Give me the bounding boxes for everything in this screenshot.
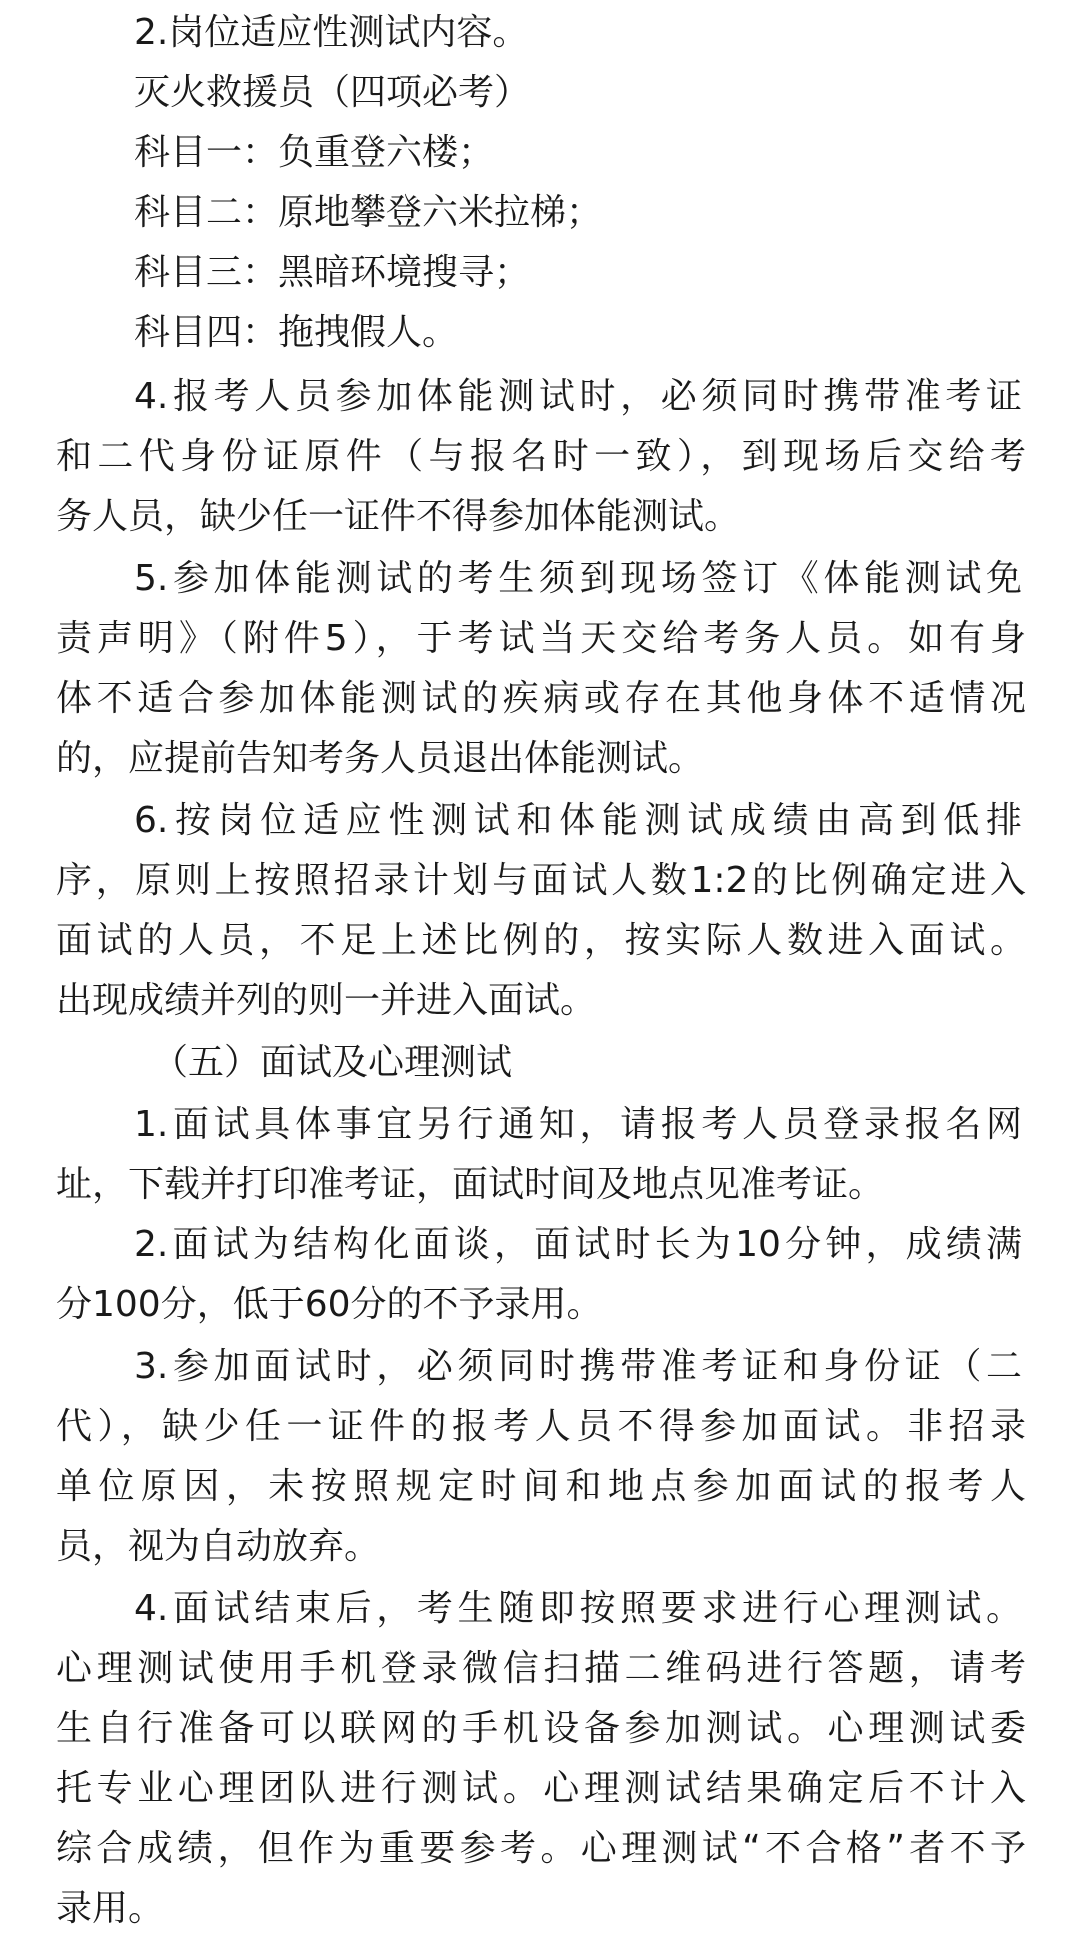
text-line: 科目一：负重登六楼； [134, 132, 495, 173]
text-line: 员，视为自动放弃。 [56, 1526, 381, 1567]
text-line: 科目四：拖拽假人。 [134, 312, 459, 353]
text-line: 3.参加面试时，必须同时携带准考证和身份证（二 [134, 1346, 1022, 1387]
text-line: 1.面试具体事宜另行通知，请报考人员登录报名网 [134, 1104, 1022, 1145]
text-line: 的，应提前告知考务人员退出体能测试。 [56, 738, 705, 779]
text-line: 托专业心理团队进行测试。心理测试结果确定后不计入 [56, 1768, 1026, 1809]
text-line: 灭火救援员（四项必考） [134, 72, 531, 113]
text-line: 4.面试结束后，考生随即按照要求进行心理测试。 [134, 1588, 1022, 1629]
text-line: 生自行准备可以联网的手机设备参加测试。心理测试委 [56, 1708, 1026, 1749]
text-line: 序，原则上按照招录计划与面试人数1:2的比例确定进入 [56, 860, 1026, 901]
text-line: 址，下载并打印准考证，面试时间及地点见准考证。 [56, 1164, 885, 1205]
text-line: 2.岗位适应性测试内容。 [134, 12, 529, 53]
text-line: 综合成绩，但作为重要参考。心理测试“不合格”者不予 [56, 1828, 1026, 1869]
text-line: 面试的人员，不足上述比例的，按实际人数进入面试。 [56, 920, 1026, 961]
text-line: 出现成绩并列的则一并进入面试。 [56, 980, 597, 1021]
text-line: 5.参加体能测试的考生须到现场签订《体能测试免 [134, 558, 1022, 599]
text-line: 代），缺少任一证件的报考人员不得参加面试。非招录 [56, 1406, 1026, 1447]
section-heading: （五）面试及心理测试 [152, 1042, 513, 1083]
text-line: 务人员，缺少任一证件不得参加体能测试。 [56, 496, 741, 537]
text-line: 科目三：黑暗环境搜寻； [134, 252, 531, 293]
text-line: 单位原因，未按照规定时间和地点参加面试的报考人 [56, 1466, 1026, 1507]
text-line: 科目二：原地攀登六米拉梯； [134, 192, 603, 233]
text-line: 分100分，低于60分的不予录用。 [56, 1284, 603, 1325]
text-line: 录用。 [56, 1888, 165, 1929]
text-line: 和二代身份证原件（与报名时一致），到现场后交给考 [56, 436, 1026, 477]
text-line: 4.报考人员参加体能测试时，必须同时携带准考证 [134, 376, 1022, 417]
text-line: 2.面试为结构化面谈，面试时长为10分钟，成绩满 [134, 1224, 1022, 1265]
text-line: 责声明》（附件5），于考试当天交给考务人员。如有身 [56, 618, 1026, 659]
text-line: 心理测试使用手机登录微信扫描二维码进行答题，请考 [56, 1648, 1026, 1689]
text-line: 6.按岗位适应性测试和体能测试成绩由高到低排 [134, 800, 1022, 841]
text-line: 体不适合参加体能测试的疾病或存在其他身体不适情况 [56, 678, 1026, 719]
